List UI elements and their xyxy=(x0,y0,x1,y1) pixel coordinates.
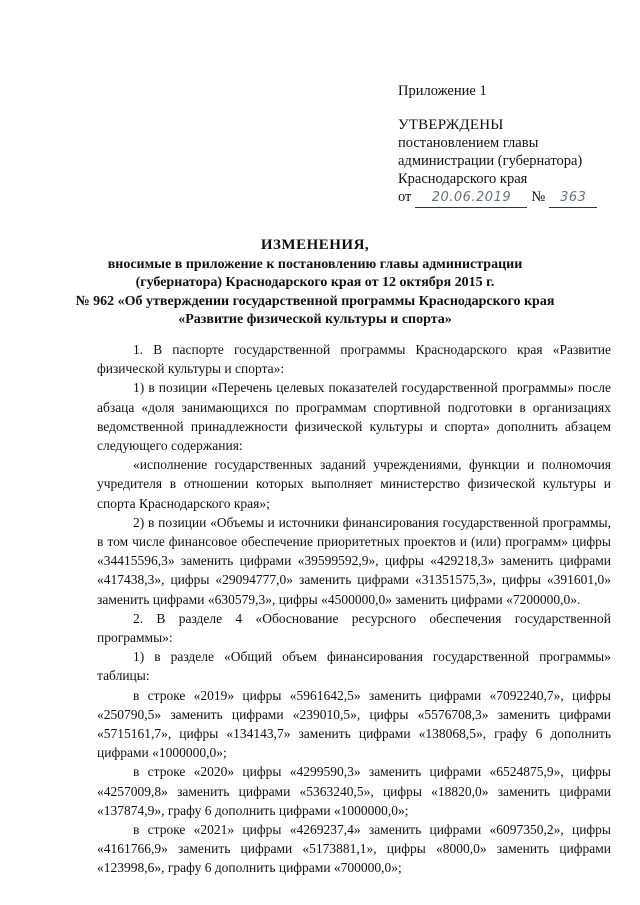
annex-label: Приложение 1 xyxy=(398,83,487,99)
approval-block xyxy=(398,82,628,208)
document-body xyxy=(97,340,611,878)
date-prefix: от xyxy=(398,189,412,205)
heading-line: вносимые в приложение к постановлению главы администрации xyxy=(107,256,523,272)
number-sign: № xyxy=(531,189,546,205)
paragraph: 2. В разделе 4 «Обоснование ресурсного обеспечения государственной программы»: xyxy=(97,610,611,646)
paragraph: 1) в разделе «Общий объем финансирования государственной программы» таблицы: xyxy=(97,649,611,684)
handwritten-number: 363 xyxy=(549,189,597,208)
paragraph: в строке «2019» цифры «5961642,5» заменить цифрами «7092240,7», цифры «250790,5» заменить цифрами «239010,5», цифры «5576708,3» заменить цифрами «5715161,7», цифры «134143,7» заменить цифрами «138068,5», графу 6 дополнить цифрами «1000000,0»; xyxy=(97,687,611,761)
paragraph: «исполнение государственных заданий учреждениями, функции и полномочия учредителя в отношении которых выполняет министерство физической культуры и спорта Краснодарского края»; xyxy=(97,457,611,511)
heading-line: № 962 «Об утверждении государственной программы Краснодарского края xyxy=(75,293,555,309)
handwritten-date: 20.06.2019 xyxy=(415,189,527,208)
heading-title: ИЗМЕНЕНИЯ, xyxy=(260,237,370,253)
paragraph: в строке «2021» цифры «4269237,4» заменить цифрами «6097350,2», цифры «4161766,9» заменить цифрами «5173881,1», цифры «8000,0» заменить цифрами «123998,6», графу 6 дополнить цифрами «700000,0»; xyxy=(97,822,611,876)
paragraph: 1. В паспорте государственной программы Краснодарского края «Развитие физической культуры и спорта»: xyxy=(97,342,611,377)
heading-line: «Развитие физической культуры и спорта» xyxy=(178,312,452,327)
heading-line: (губернатора) Краснодарского края от 12 октября 2015 г. xyxy=(135,275,495,290)
paragraph: 2) в позиции «Объемы и источники финансирования государственной программы, в том числе финансовое обеспечение приоритетных проектов и (или) программ» цифры «34415596,3» заменить цифрами «39599592,9», цифры «429218,3» заменить цифрами «417438,3», цифры «29094777,0» заменить цифрами «31351575,3», цифры «391601,0» заменить цифрами «630579,3», цифры «4500000,0» заменить цифрами «7200000,0». xyxy=(97,514,611,607)
document-heading xyxy=(75,236,555,330)
approval-line: постановлением главы xyxy=(398,135,539,151)
approval-line: администрации (губернатора) xyxy=(398,153,583,169)
paragraph: 1) в позиции «Перечень целевых показателей государственной программы» после абзаца «доля занимающихся по программам спортивной подготовки в организациях ведомственной принадлежности физической культуры и спорта» дополнить абзацем следующего содержания: xyxy=(97,380,611,454)
paragraph: в строке «2020» цифры «4299590,3» заменить цифрами «6524875,9», цифры «4257009,8» заменить цифрами «5363240,5», цифры «18820,0» заменить цифрами «137874,9», графу 6 дополнить цифрами «1000000,0»; xyxy=(97,764,611,818)
date-number-line xyxy=(398,188,628,208)
approved-label: УТВЕРЖДЕНЫ xyxy=(398,117,504,133)
approval-line: Краснодарского края xyxy=(398,171,528,187)
